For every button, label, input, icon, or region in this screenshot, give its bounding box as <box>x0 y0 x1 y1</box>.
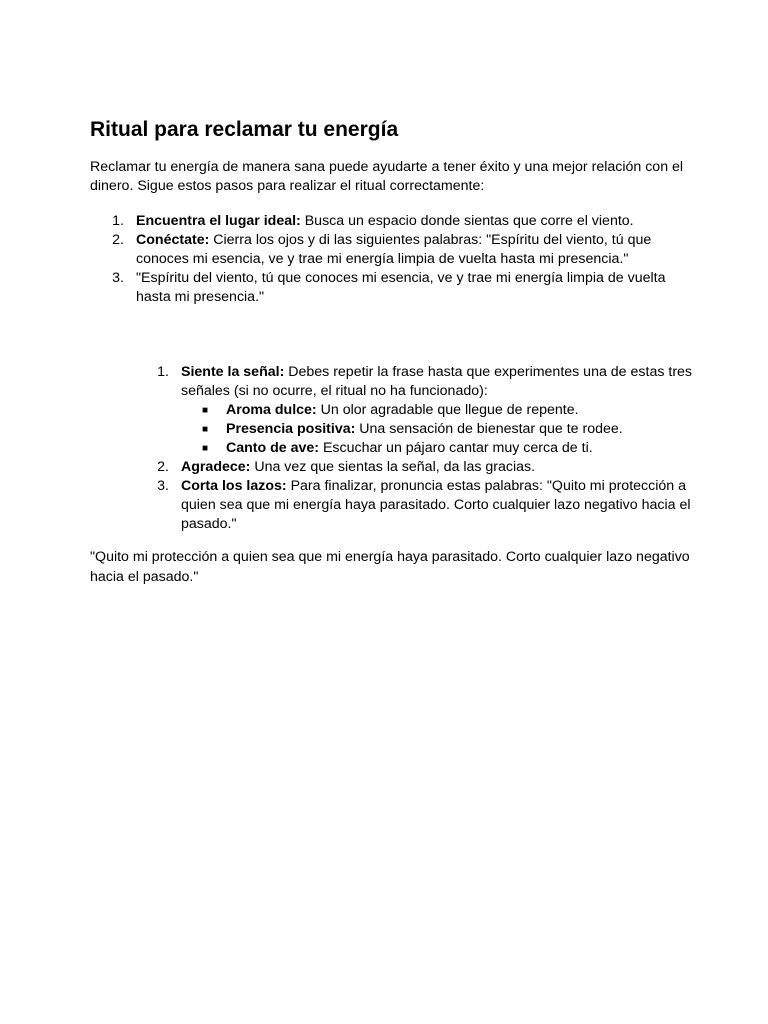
step-text: Para finalizar, pronuncia estas palabras: "Quito mi protección a quien sea que mi energía haya parasitado. Corto cualquier lazo negativo hacia el pasado." <box>181 478 691 532</box>
list-item <box>90 231 690 269</box>
steps-list <box>90 212 690 307</box>
list-number: 1. <box>157 364 169 380</box>
list-item <box>90 212 690 231</box>
square-bullet-icon: ■ <box>202 405 209 416</box>
step-text: Una vez que sientas la señal, da las gracias. <box>250 459 536 475</box>
signal-item <box>181 401 695 420</box>
list-item <box>135 363 695 458</box>
intro-paragraph: Reclamar tu energía de manera sana puede ayudarte a tener éxito y una mejor relación con el dinero. Sigue estos pasos para realizar el ritual correctamente: <box>90 159 684 194</box>
list-item <box>135 458 695 477</box>
closing-paragraph: "Quito mi protección a quien sea que mi energía haya parasitado. Corto cualquier lazo negativo hacia el pasado." <box>90 549 690 585</box>
step-text: Busca un espacio donde sientas que corre el viento. <box>300 213 634 229</box>
step-heading: Conéctate: <box>136 232 210 248</box>
list-number: 2. <box>157 459 169 475</box>
square-bullet-icon: ■ <box>202 443 209 454</box>
step-heading: Encuentra el lugar ideal: <box>136 213 301 229</box>
list-number: 3. <box>157 478 169 494</box>
document-title: Ritual para reclamar tu energía <box>90 118 399 141</box>
signal-text: Escuchar un pájaro cantar muy cerca de ti. <box>319 440 593 456</box>
step-heading: Siente la señal: <box>181 364 285 380</box>
list-number: 3. <box>112 270 124 286</box>
square-bullet-icon: ■ <box>202 424 209 435</box>
signal-heading: Aroma dulce: <box>226 402 317 418</box>
signal-item <box>181 439 695 458</box>
step-text: "Espíritu del viento, tú que conoces mi esencia, ve y trae mi energía limpia de vuelta hasta mi presencia." <box>136 270 666 305</box>
step-text: Cierra los ojos y di las siguientes palabras: "Espíritu del viento, tú que conoces mi esencia, ve y trae mi energía limpia de vuelta hasta mi presencia." <box>136 232 652 267</box>
list-number: 1. <box>112 213 124 229</box>
step-heading: Agradece: <box>181 459 251 475</box>
signal-heading: Canto de ave: <box>226 440 320 456</box>
ritual-steps-list <box>135 363 695 534</box>
signal-text: Una sensación de bienestar que te rodee. <box>355 421 623 437</box>
signal-heading: Presencia positiva: <box>226 421 356 437</box>
list-item <box>135 477 695 534</box>
list-number: 2. <box>112 232 124 248</box>
signal-item <box>181 420 695 439</box>
list-item <box>90 269 690 307</box>
step-text: Debes repetir la frase hasta que experimentes una de estas tres señales (si no ocurre, el ritual no ha funcionado): <box>181 364 693 399</box>
signal-text: Un olor agradable que llegue de repente. <box>316 402 579 418</box>
step-heading: Corta los lazos: <box>181 478 287 494</box>
signals-list <box>181 401 695 458</box>
